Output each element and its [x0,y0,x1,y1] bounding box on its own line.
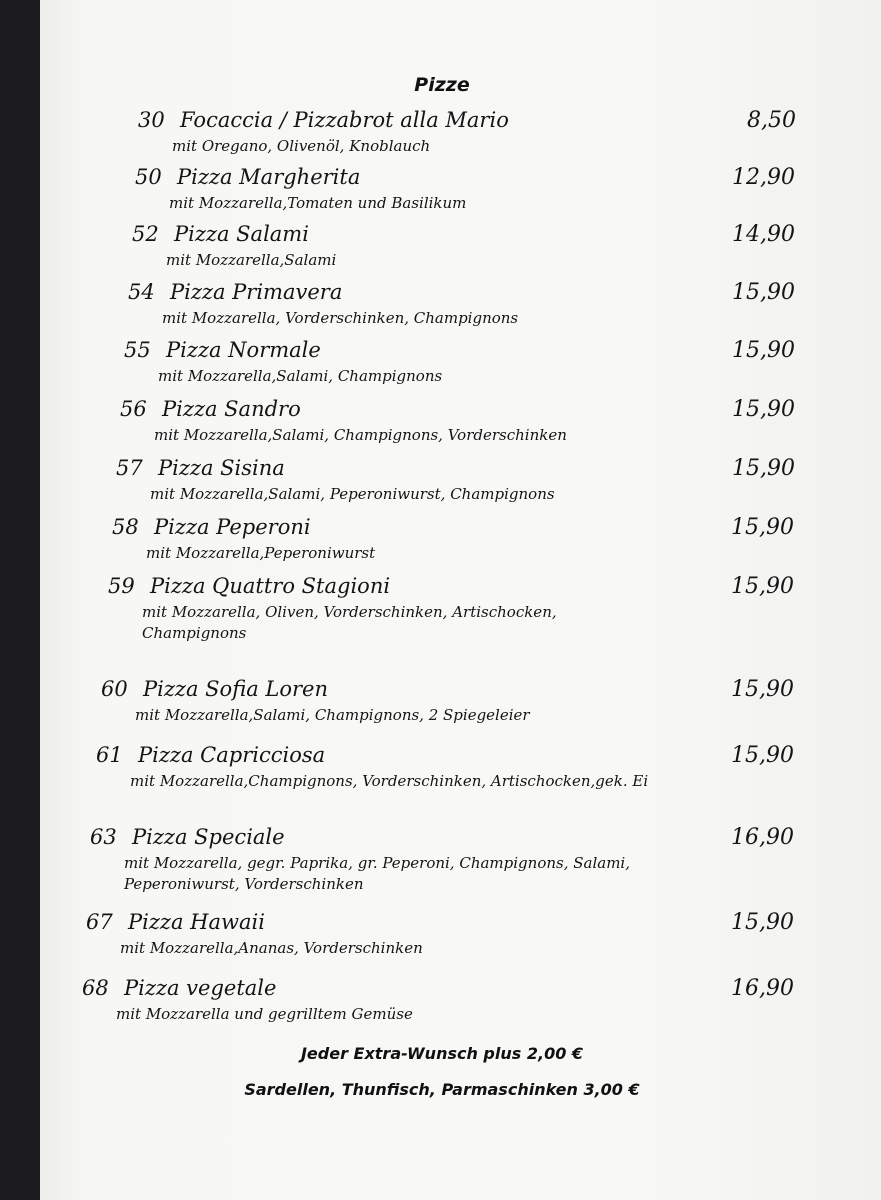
item-price: 16,90 [731,976,794,1001]
item-number: 57 [116,456,143,480]
menu-item [116,456,795,505]
menu-item [112,515,794,564]
item-name: Pizza Sofia Loren [143,677,328,701]
premium-toppings-note: Sardellen, Thunfisch, Parmaschinken 3,00 € [244,1080,640,1099]
item-number: 63 [90,825,117,849]
menu-page [40,0,881,1200]
menu-item [108,574,794,644]
item-number: 60 [101,677,128,701]
item-description: mit Mozzarella,Salami, Peperoniwurst, Champignons [150,485,555,503]
menu-item [138,108,796,157]
menu-heading: Pizze [414,74,470,96]
item-price: 15,90 [732,456,795,481]
menu-item [135,165,795,214]
item-number: 67 [86,910,113,934]
item-name: Pizza Salami [174,222,309,246]
menu-item [128,280,795,329]
item-price: 15,90 [731,515,794,540]
item-description: mit Mozzarella, Oliven, Vorderschinken, Artischocken, Champignons [142,603,557,642]
item-description: mit Oregano, Olivenöl, Knoblauch [172,137,431,155]
item-number: 58 [112,515,139,539]
item-price: 15,90 [731,910,794,935]
menu-item [90,825,794,895]
item-price: 14,90 [732,222,795,247]
item-price: 15,90 [731,677,794,702]
item-name: Pizza Sisina [158,456,285,480]
item-description: mit Mozzarella,Ananas, Vorderschinken [120,939,423,957]
item-name: Pizza Normale [166,338,321,362]
item-name: Pizza Hawaii [128,910,265,934]
item-description: mit Mozzarella,Salami, Champignons, Vorderschinken [154,426,567,444]
item-description: mit Mozzarella und gegrilltem Gemüse [116,1005,413,1023]
extra-wish-note: Jeder Extra-Wunsch plus 2,00 € [300,1044,584,1063]
item-price: 15,90 [732,280,795,305]
item-number: 68 [82,976,109,1000]
item-price: 8,50 [747,108,796,133]
item-number: 59 [108,574,135,598]
item-price: 15,90 [731,743,794,768]
item-description: mit Mozzarella,Salami, Champignons [158,367,443,385]
item-number: 55 [124,338,151,362]
item-number: 54 [128,280,155,304]
item-description: mit Mozzarella, gegr. Paprika, gr. Peperoni, Champignons, Salami, Peperoniwurst, Vorderschinken [124,854,630,893]
menu-item [132,222,795,271]
menu-item [86,910,794,959]
item-description: mit Mozzarella,Salami [166,251,337,269]
item-name: Pizza Quattro Stagioni [150,574,391,598]
menu-item [101,677,794,726]
item-name: Pizza Speciale [132,825,285,849]
item-name: Pizza Margherita [177,165,361,189]
item-price: 15,90 [732,338,795,363]
item-number: 56 [120,397,147,421]
item-name: Pizza Capricciosa [138,743,326,767]
item-number: 50 [135,165,162,189]
item-description: mit Mozzarella,Peperoniwurst [146,544,376,562]
menu-item [82,976,794,1025]
item-price: 15,90 [731,574,794,599]
item-description: mit Mozzarella,Salami, Champignons, 2 Spiegeleier [135,706,530,724]
item-price: 12,90 [732,165,795,190]
menu-item [96,743,794,792]
item-name: Pizza Sandro [162,397,301,421]
menu-item [120,397,795,446]
item-description: mit Mozzarella, Vorderschinken, Champignons [162,309,519,327]
item-name: Pizza Peperoni [154,515,311,539]
item-description: mit Mozzarella,Tomaten und Basilikum [169,194,467,212]
item-name: Pizza Primavera [170,280,343,304]
item-number: 61 [96,743,123,767]
item-number: 52 [132,222,159,246]
item-number: 30 [138,108,165,132]
item-name: Focaccia / Pizzabrot alla Mario [180,108,509,132]
item-price: 15,90 [732,397,795,422]
item-description: mit Mozzarella,Champignons, Vorderschinken, Artischocken,gek. Ei [130,772,649,790]
menu-item [124,338,795,387]
item-name: Pizza vegetale [124,976,277,1000]
item-price: 16,90 [731,825,794,850]
